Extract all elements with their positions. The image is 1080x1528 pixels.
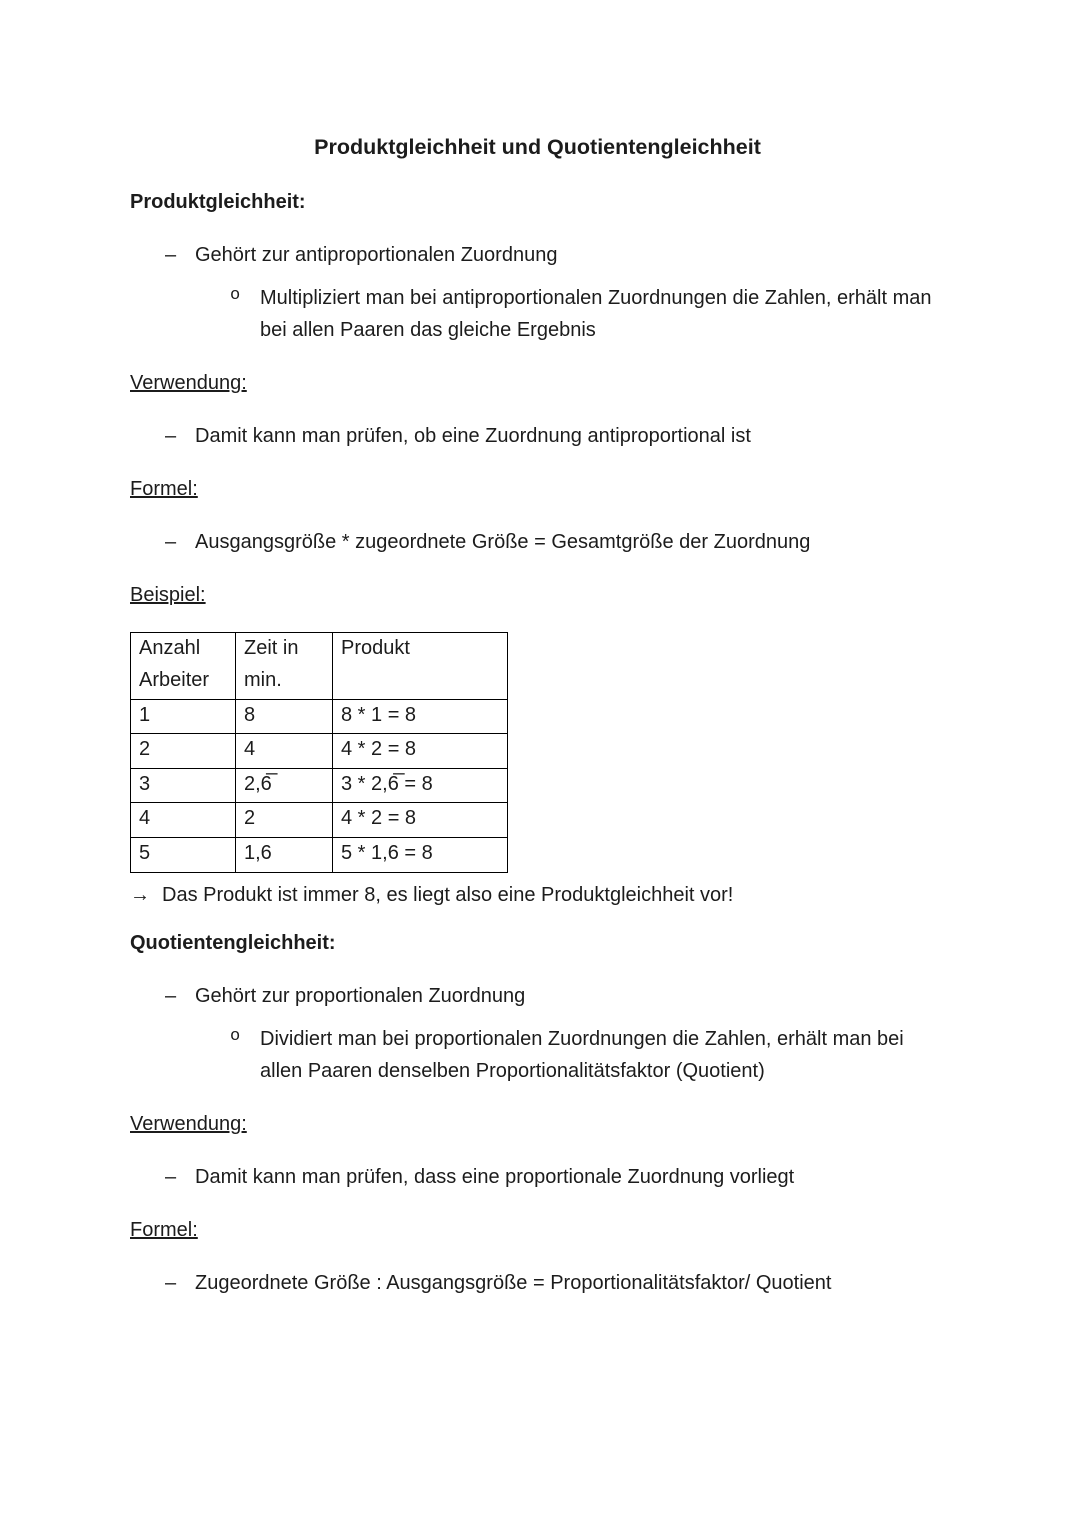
conclusion-text: Das Produkt ist immer 8, es liegt also eine Produktgleichheit vor! [162,883,734,906]
list-item-text: Gehört zur proportionalen Zuordnung [195,984,526,1007]
table-cell: 2 [131,734,236,769]
table-cell: 4 [131,803,236,838]
subheading-verwendung-1: Verwendung: [130,372,247,395]
table-cell: 1 [131,699,236,734]
conclusion-line [130,879,945,911]
dash-bullet-icon: – [165,425,177,448]
list-item [130,1267,945,1299]
dash-bullet-icon: – [165,984,177,1007]
page-title: Produktgleichheit und Quotientengleichheit [314,135,761,159]
list-item-text: Zugeordnete Größe : Ausgangsgröße = Proportionalitätsfaktor/ Quotient [195,1271,832,1294]
example-table [130,632,508,872]
list-item [130,980,945,1012]
table-header-produkt: Produkt [333,633,508,699]
list-item [130,420,945,452]
section-heading-produktgleichheit: Produktgleichheit: [130,191,306,214]
table-cell: 8 * 1 = 8 [333,699,508,734]
circle-bullet-icon: o [230,1026,241,1046]
table-cell: 3 * 2,6̅ = 8 [333,768,508,803]
subheading-beispiel: Beispiel: [130,584,206,607]
right-arrow-icon: → [130,883,150,906]
list-item [130,1161,945,1193]
dash-bullet-icon: – [165,1271,177,1294]
table-row [131,734,508,769]
list-subitem [130,282,945,346]
circle-bullet-icon: o [230,286,241,306]
table-cell: 2,6̅ [236,768,333,803]
dash-bullet-icon: – [165,244,177,267]
table-row [131,837,508,872]
table-cell: 4 [236,734,333,769]
table-cell: 4 * 2 = 8 [333,734,508,769]
table-cell: 5 [131,837,236,872]
subheading-formel-1: Formel: [130,478,198,501]
table-header-anzahl-arbeiter: Anzahl Arbeiter [131,633,236,699]
table-row [131,803,508,838]
table-cell: 2 [236,803,333,838]
list-subitem-text: Dividiert man bei proportionalen Zuordnungen die Zahlen, erhält man bei allen Paaren denselben Proportionalitätsfaktor (Quotient) [260,1027,904,1082]
table-row [131,699,508,734]
bullet-group-produkt-intro [130,239,945,346]
table-cell: 8 [236,699,333,734]
list-item-text: Gehört zur antiproportionalen Zuordnung [195,244,558,267]
table-header-row [131,633,508,699]
table-cell: 1,6 [236,837,333,872]
list-item-text: Damit kann man prüfen, dass eine proportionale Zuordnung vorliegt [195,1165,795,1188]
list-subitem [130,1023,945,1087]
list-item [130,239,945,271]
bullet-group-quotient-intro [130,980,945,1087]
list-item [130,526,945,558]
table-cell: 4 * 2 = 8 [333,803,508,838]
table-cell: 5 * 1,6 = 8 [333,837,508,872]
table-header-zeit-in-min: Zeit in min. [236,633,333,699]
list-item-text: Damit kann man prüfen, ob eine Zuordnung antiproportional ist [195,425,751,448]
table-row [131,768,508,803]
list-item-text: Ausgangsgröße * zugeordnete Größe = Gesamtgröße der Zuordnung [195,531,811,554]
table-cell: 3 [131,768,236,803]
subheading-verwendung-2: Verwendung: [130,1112,247,1135]
dash-bullet-icon: – [165,1165,177,1188]
section-heading-quotientengleichheit: Quotientengleichheit: [130,931,336,954]
subheading-formel-2: Formel: [130,1218,198,1241]
dash-bullet-icon: – [165,531,177,554]
list-subitem-text: Multipliziert man bei antiproportionalen Zuordnungen die Zahlen, erhält man bei allen Paaren das gleiche Ergebnis [260,287,932,342]
